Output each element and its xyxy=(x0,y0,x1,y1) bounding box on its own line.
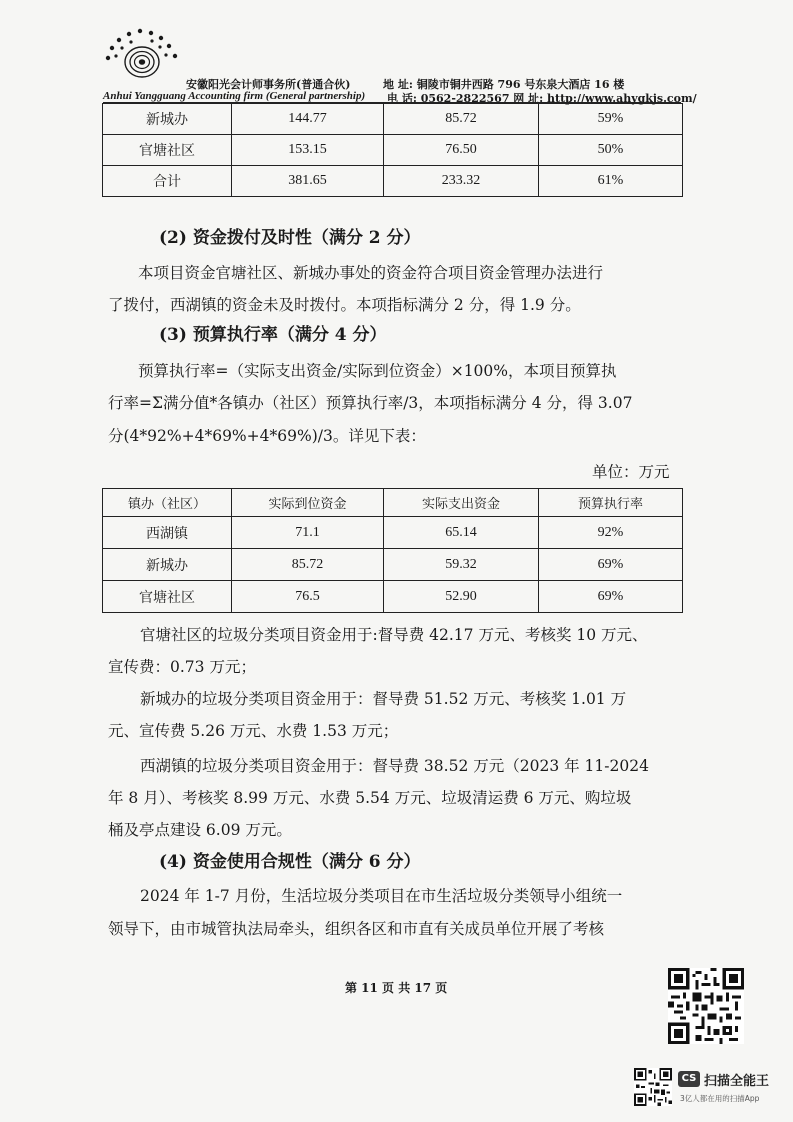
table-cell: 52.90 xyxy=(384,581,539,613)
table-cell: 新城办 xyxy=(103,549,232,581)
table-cell: 59.32 xyxy=(384,549,539,581)
section-heading: (3) 预算执行率（满分 4 分） xyxy=(159,325,387,345)
table-cell: 官塘社区 xyxy=(103,581,232,613)
table-row xyxy=(103,581,683,613)
table-cell: 50% xyxy=(539,135,683,166)
table-header-row xyxy=(103,489,683,517)
table-cell: 合计 xyxy=(103,166,232,197)
table-cell: 85.72 xyxy=(232,549,384,581)
table-cell: 69% xyxy=(539,581,683,613)
table-cell: 61% xyxy=(539,166,683,197)
table-cell: 76.5 xyxy=(232,581,384,613)
table-row xyxy=(103,104,683,135)
paragraph-line: 宣传费：0.73 万元； xyxy=(108,658,256,676)
table-cell: 71.1 xyxy=(232,517,384,549)
column-header: 实际到位资金 xyxy=(232,489,384,517)
paragraph-line: 分(4*92%+4*69%+4*69%)/3。详见下表： xyxy=(108,427,426,445)
firm-address: 地 址: 铜陵市铜井西路 796 号东泉大酒店 16 楼 xyxy=(383,78,625,91)
section-heading: (4) 资金使用合规性（满分 6 分） xyxy=(159,852,421,872)
funds-summary-table xyxy=(102,103,683,197)
table-cell: 85.72 xyxy=(384,104,539,135)
table-cell: 65.14 xyxy=(384,517,539,549)
paragraph-line: 官塘社区的垃圾分类项目资金用于:督导费 42.17 万元、考核奖 10 万元、 xyxy=(140,626,648,644)
table-row xyxy=(103,517,683,549)
firm-name-en: Anhui Yangguang Accounting firm (General partnership) xyxy=(103,90,366,102)
budget-execution-table xyxy=(102,488,683,613)
table-row xyxy=(103,135,683,166)
section-heading: (2) 资金拨付及时性（满分 2 分） xyxy=(159,228,421,248)
paragraph-line: 行率=Σ满分值*各镇办（社区）预算执行率/3，本项指标满分 4 分，得 3.07 xyxy=(108,394,633,412)
paragraph-line: 2024 年 1-7 月份，生活垃圾分类项目在市生活垃圾分类领导小组统一 xyxy=(140,887,623,905)
table-cell: 381.65 xyxy=(232,166,384,197)
table-cell: 76.50 xyxy=(384,135,539,166)
paragraph-line: 元、宣传费 5.26 万元、水费 1.53 万元； xyxy=(108,722,399,740)
table-row xyxy=(103,166,683,197)
paragraph-line: 新城办的垃圾分类项目资金用于：督导费 51.52 万元、考核奖 1.01 万 xyxy=(140,690,627,708)
table-cell: 官塘社区 xyxy=(103,135,232,166)
firm-name-cn: 安徽阳光会计师事务所(普通合伙) xyxy=(186,78,351,91)
firm-logo-icon xyxy=(100,28,184,82)
table-cell: 233.32 xyxy=(384,166,539,197)
paragraph-line: 西湖镇的垃圾分类项目资金用于：督导费 38.52 万元（2023 年 11-2024 xyxy=(140,757,649,775)
paragraph-line: 预算执行率=（实际支出资金/实际到位资金）×100%，本项目预算执 xyxy=(138,362,617,380)
table-row xyxy=(103,549,683,581)
scanner-app-name: 扫描全能王 xyxy=(704,1074,770,1089)
table-cell: 69% xyxy=(539,549,683,581)
table-cell: 92% xyxy=(539,517,683,549)
table-cell: 新城办 xyxy=(103,104,232,135)
table-cell: 西湖镇 xyxy=(103,517,232,549)
column-header: 镇办（社区） xyxy=(103,489,232,517)
qr-code-icon xyxy=(634,1068,672,1106)
page-number: 第 11 页 共 17 页 xyxy=(345,981,448,995)
column-header: 预算执行率 xyxy=(539,489,683,517)
paragraph-line: 桶及亭点建设 6.09 万元。 xyxy=(108,821,292,839)
firm-contact: 电 话: 0562-2822567 网 址: http://www.ahygkjs.com/ xyxy=(387,92,697,105)
table-cell: 153.15 xyxy=(232,135,384,166)
table-cell: 59% xyxy=(539,104,683,135)
camscanner-logo-icon: CS xyxy=(678,1071,700,1087)
paragraph-line: 了拨付，西湖镇的资金未及时拨付。本项指标满分 2 分，得 1.9 分。 xyxy=(108,296,581,314)
qr-code-icon xyxy=(668,968,744,1044)
table-cell: 144.77 xyxy=(232,104,384,135)
paragraph-line: 本项目资金官塘社区、新城办事处的资金符合项目资金管理办法进行 xyxy=(138,264,604,282)
unit-label: 单位：万元 xyxy=(592,463,670,481)
column-header: 实际支出资金 xyxy=(384,489,539,517)
paragraph-line: 领导下，由市城管执法局牵头，组织各区和市直有关成员单位开展了考核 xyxy=(108,920,605,938)
scanner-tagline: 3亿人都在用的扫描App xyxy=(680,1094,760,1103)
paragraph-line: 年 8 月）、考核奖 8.99 万元、水费 5.54 万元、垃圾清运费 6 万元、购垃圾 xyxy=(108,789,632,807)
